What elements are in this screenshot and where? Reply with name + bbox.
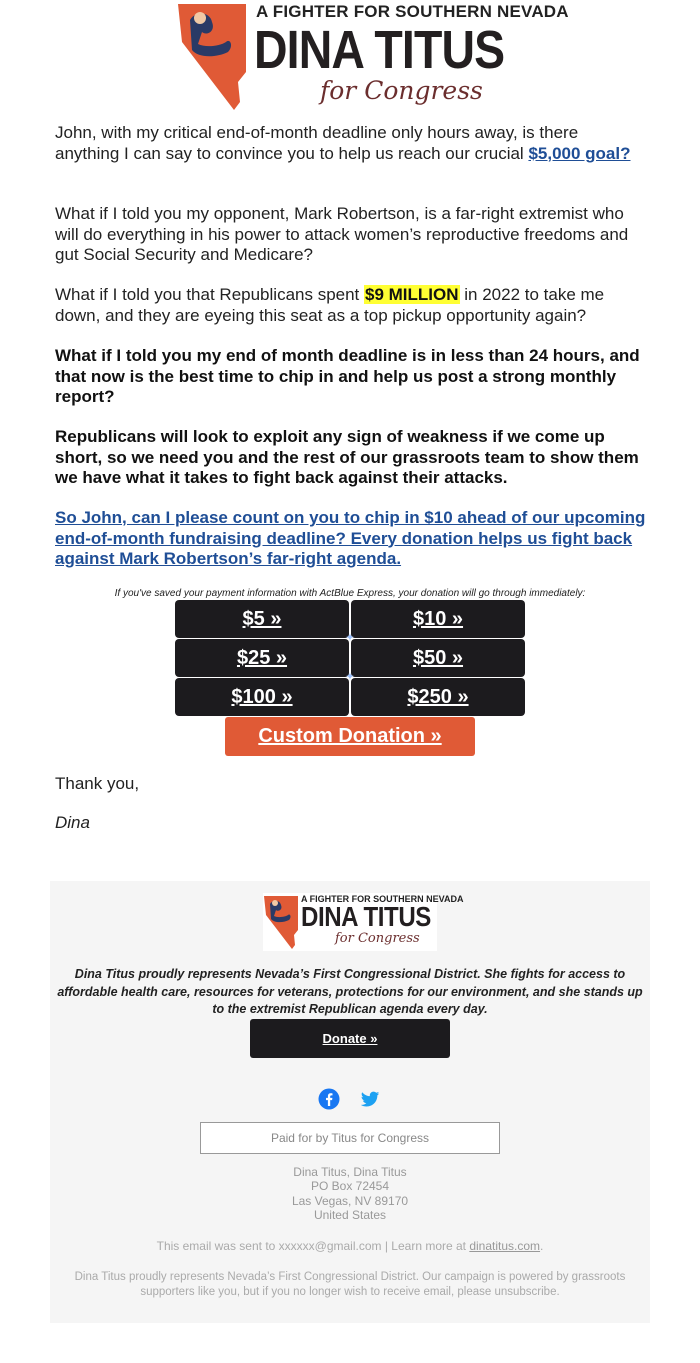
sparkle-icon: ✦ bbox=[345, 632, 355, 644]
sent-to-line: This email was sent to xxxxxx@gmail.com | Learn more at dinatitus.com. bbox=[156, 1239, 544, 1253]
logo-tagline: A FIGHTER FOR SOUTHERN NEVADA bbox=[256, 2, 569, 21]
donate-25-button[interactable]: $25 » bbox=[175, 639, 349, 677]
paragraph-opponent: What if I told you my opponent, Mark Robertson, is a far-right extremist who will do everything in his power to attack women’s reproductive freedoms and gut Social Security and Medicare? bbox=[55, 204, 629, 264]
donate-5-button[interactable]: $5 » bbox=[175, 600, 349, 638]
paragraph-grassroots: Republicans will look to exploit any sign of weakness if we come up short, so we need you and the rest of our grassroots team to show them we have what it takes to fight back against their attacks. bbox=[55, 427, 639, 487]
facebook-icon[interactable] bbox=[318, 1088, 340, 1110]
paragraph-intro: John, with my critical end-of-month deadline only hours away, is there anything I can say to convince you to help us reach our crucial $5,000 goal? bbox=[55, 123, 631, 163]
paragraph-spending: What if I told you that Republicans spent $9 MILLION in 2022 to take me down, and they are eyeing this seat as a top pickup opportunity again? bbox=[55, 285, 605, 325]
paragraph-deadline: What if I told you my end of month deadline is in less than 24 hours, and that now is the best time to chip in and help us post a strong monthly report? bbox=[55, 346, 640, 406]
donate-100-button[interactable]: $100 » bbox=[175, 678, 349, 716]
goal-link[interactable]: $5,000 goal? bbox=[528, 143, 631, 163]
footer-logo-tagline: A FIGHTER FOR SOUTHERN NEVADA bbox=[301, 894, 464, 904]
signoff-thanks: Thank you, bbox=[55, 774, 140, 793]
address-line: United States bbox=[313, 1208, 387, 1222]
logo-name: DINA TITUS bbox=[254, 20, 505, 80]
cta-link[interactable]: So John, can I please count on you to chip in $10 ahead of our upcoming end-of-month fundraising deadline? Every donation helps us fight back against Mark Robertson’s far-right agenda. bbox=[55, 508, 646, 568]
email-footer bbox=[50, 881, 650, 1323]
donate-50-button[interactable]: $50 » bbox=[351, 639, 525, 677]
footer-donate-button[interactable]: Donate » bbox=[250, 1019, 450, 1058]
footer-logo-name: DINA TITUS bbox=[301, 901, 431, 932]
signature: Dina bbox=[55, 813, 90, 832]
highlighted-amount: $9 MILLION bbox=[365, 285, 459, 304]
footer-logo[interactable] bbox=[263, 893, 464, 951]
campaign-logo[interactable] bbox=[176, 0, 569, 112]
custom-donation-button[interactable]: Custom Donation » bbox=[225, 717, 475, 756]
unsubscribe-fine-print[interactable]: Dina Titus proudly represents Nevada’s First Congressional District. Our campaign is powered by grassroots supporters like you, but if you no longer wish to receive email, please unsubscribe. bbox=[74, 1271, 626, 1298]
address-line: Dina Titus, Dina Titus bbox=[293, 1165, 407, 1179]
paid-for-box: Paid for by Titus for Congress bbox=[200, 1122, 500, 1154]
address-line: Las Vegas, NV 89170 bbox=[291, 1194, 409, 1208]
footer-logo-for-congress: for Congress bbox=[335, 931, 420, 946]
nevada-strongarm-icon bbox=[263, 895, 299, 949]
sparkle-icon: ✦ bbox=[345, 671, 355, 683]
actblue-note: If you've saved your payment information with ActBlue Express, your donation will go through immediately: bbox=[114, 588, 586, 599]
donate-250-button[interactable]: $250 » bbox=[351, 678, 525, 716]
donate-10-button[interactable]: $10 » bbox=[351, 600, 525, 638]
website-link[interactable]: dinatitus.com bbox=[469, 1239, 541, 1253]
address-line: PO Box 72454 bbox=[310, 1179, 390, 1193]
twitter-icon[interactable] bbox=[359, 1088, 381, 1110]
footer-description: Dina Titus proudly represents Nevada’s First Congressional District. She fights for access to affordable health care, resources for veterans, protections for our environment, and she stands up to the extremist Republican agenda every day. bbox=[57, 967, 643, 1016]
nevada-strongarm-icon bbox=[176, 2, 248, 110]
logo-for-congress: for Congress bbox=[320, 76, 483, 105]
